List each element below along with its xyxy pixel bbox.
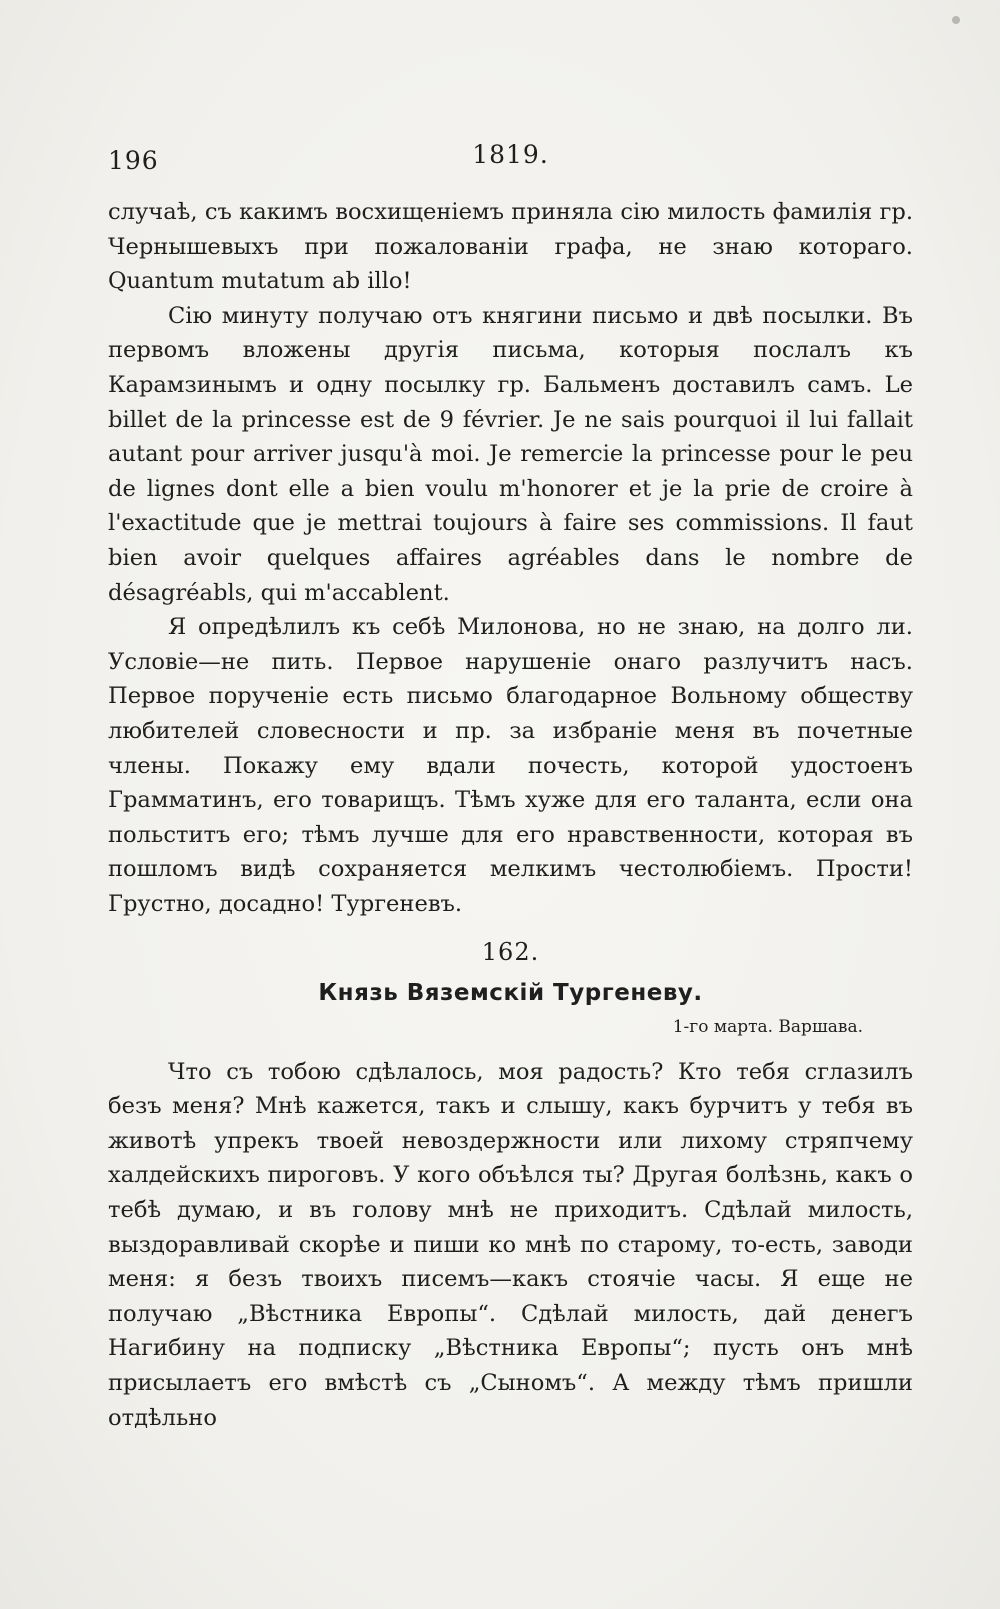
- page-number: 196: [108, 146, 159, 175]
- paragraph-continuation: случаѣ, съ какимъ восхищеніемъ приняла сію милость фамилія гр. Чернышевыхъ при пожалованіи графа, не знаю котораго. Quantum mutatum ab illo!: [108, 199, 913, 295]
- page-header: [108, 140, 913, 180]
- running-head-year: 1819.: [472, 140, 549, 169]
- paragraph-milonov: Я опредѣлилъ къ себѣ Милонова, но не знаю, на долго ли. Условіе—не пить. Первое нарушеніе онаго разлучитъ насъ. Первое порученіе есть письмо благодарное Вольному обществу любителей словесности и пр. за избраніе меня въ почетные члены. Покажу ему вдали почесть, которой удостоенъ Грамматинъ, его товарищъ. Тѣмъ хуже для его таланта, если она польститъ его; тѣмъ лучше для его нравственности, которая въ пошломъ видѣ сохраняется мелкимъ честолюбіемъ. Прости! Грустно, досадно! Тургеневъ.: [108, 614, 913, 917]
- paragraph-letter-body: Что съ тобою сдѣлалось, моя радость? Кто тебя сглазилъ безъ меня? Мнѣ кажется, такъ и слышу, какъ бурчитъ у тебя въ животѣ упрекъ твоей невоздержности или лихому стряпчему халдейскихъ пироговъ. У кого объѣлся ты? Другая болѣзнь, какъ о тебѣ думаю, и въ голову мнѣ не приходитъ. Сдѣлай милость, выздоравливай скорѣе и пиши ко мнѣ по старому, то-есть, заводи меня: я безъ твоихъ писемъ—какъ стоячіе часы. Я еще не получаю „Вѣстника Европы“. Сдѣлай милость, дай денегъ Нагибину на подписку „Вѣстника Европы“; пусть онъ мнѣ присылаетъ его вмѣстѣ съ „Сыномъ“. А между тѣмъ пришли отдѣльно: [108, 1058, 913, 1431]
- paragraph-princess-letter: Сію минуту получаю отъ княгини письмо и двѣ посылки. Въ первомъ вложены другія письма, которыя послалъ къ Карамзинымъ и одну посылку гр. Бальменъ доставилъ самъ. Le billet de la princesse est de 9 février. Je ne sais pourquoi il lui fallait autant pour arriver jusqu'à moi. Je remercie la princesse pour le peu de lignes dont elle a bien voulu m'honorer et je la prie de croire à l'exactitude que je mettrai toujours à faire ses commissions. Il faut bien avoir quelques affaires agréables dans le nombre de désagréabls, qui m'accablent.: [108, 302, 913, 606]
- paper-mark: [952, 16, 960, 24]
- letter-dateline: 1-го марта. Варшава.: [672, 1016, 863, 1037]
- page-body: [108, 195, 913, 1435]
- letter-number: 162.: [481, 938, 540, 967]
- letter-title: Князь Вяземскій Тургеневу.: [318, 980, 703, 1007]
